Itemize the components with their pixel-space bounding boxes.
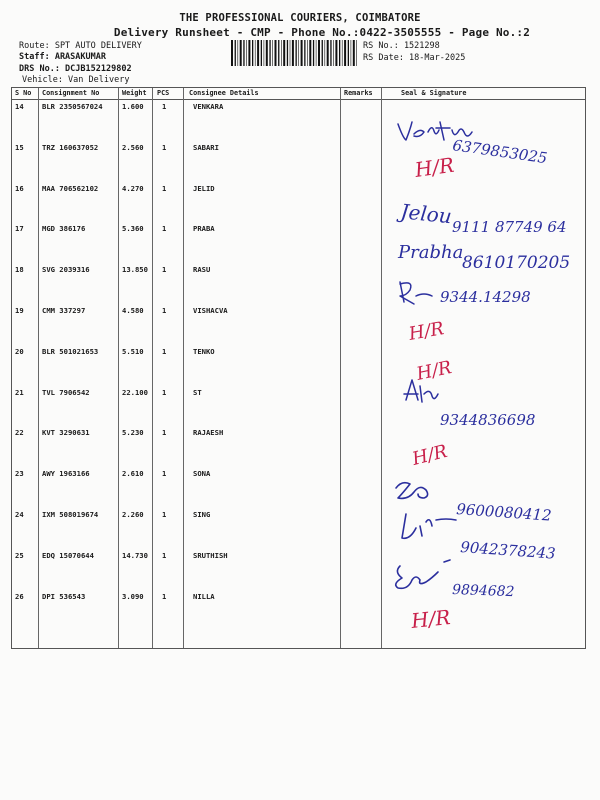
row-consignment-no: DPI 536543: [42, 591, 86, 601]
header-seal: Seal & Signature: [401, 89, 467, 97]
handwriting-jelid-number: 9111 87749 64: [452, 218, 567, 236]
row-weight: 14.730: [122, 550, 148, 560]
row-sno: 24: [15, 510, 24, 519]
handwriting-sruthish-number: 9894682: [451, 582, 515, 601]
table-row: [12, 510, 585, 551]
table-row: [12, 592, 585, 633]
row-sno: 16: [15, 183, 24, 193]
row-sno: 23: [15, 469, 24, 479]
row-weight: 4.270: [122, 183, 144, 193]
row-consignment-no: IXM 508019674: [42, 510, 99, 519]
table-row: [12, 469, 585, 510]
row-weight: 2.610: [122, 469, 144, 479]
row-consignee: JELID: [193, 183, 215, 193]
handwriting-jelid-sign: Jelou: [399, 199, 453, 229]
handwriting-praba-sign: Prabha: [398, 242, 464, 263]
row-pcs: 1: [162, 591, 167, 601]
row-consignment-no: CMM 337297: [42, 306, 86, 315]
row-consignee: SING: [193, 510, 211, 519]
header-sno: S No: [15, 89, 32, 97]
table-row: [12, 102, 585, 143]
row-consignee: SRUTHISH: [193, 550, 228, 560]
row-consignee: RAJAESH: [193, 428, 224, 438]
runsheet-header-subtitle: Delivery Runsheet - CMP - Phone No.:0422-3505555 - Page No.:2: [113, 26, 531, 39]
row-pcs: 1: [162, 306, 167, 315]
drs-number: DRS No.: DCJB152129802: [19, 64, 132, 74]
row-sno: 21: [15, 387, 24, 397]
handwriting-venkara-number: 6379853025: [451, 136, 549, 168]
row-consignee: VISHACVA: [193, 306, 228, 315]
row-weight: 4.580: [122, 306, 144, 315]
row-consignee: SABARI: [193, 142, 219, 152]
row-weight: 13.850: [122, 265, 148, 275]
header-pcs: PCS: [157, 89, 170, 97]
handwriting-hr-1: H/R: [413, 152, 456, 182]
row-weight: 2.260: [122, 510, 144, 519]
header-remarks: Remarks: [344, 89, 373, 97]
row-pcs: 1: [162, 510, 167, 519]
row-sno: 26: [15, 591, 24, 601]
row-sno: 17: [15, 224, 24, 234]
row-weight: 3.090: [122, 591, 144, 601]
row-sno: 15: [15, 142, 24, 152]
table-row: [12, 306, 585, 347]
row-sno: 18: [15, 265, 24, 275]
row-sno: 20: [15, 346, 24, 356]
row-pcs: 1: [162, 224, 167, 234]
table-row: [12, 184, 585, 225]
table-row: [12, 551, 585, 592]
row-sno: 22: [15, 428, 24, 438]
row-sno: 25: [15, 550, 24, 560]
row-pcs: 1: [162, 142, 167, 152]
row-consignment-no: KVT 3290631: [42, 428, 90, 438]
row-consignment-no: AWY 1963166: [42, 469, 90, 479]
handwriting-hr-5: H/R: [410, 605, 452, 633]
table-row: [12, 224, 585, 265]
row-consignment-no: BLR 2350567024: [42, 102, 103, 111]
row-consignee: TENKO: [193, 346, 215, 356]
row-pcs: 1: [162, 387, 167, 397]
row-weight: 5.510: [122, 346, 144, 356]
row-consignee: RASU: [193, 265, 211, 275]
row-pcs: 1: [162, 265, 167, 275]
barcode: [231, 40, 357, 66]
handwriting-praba-number: 8610170205: [462, 253, 571, 273]
rs-date: RS Date: 18-Mar-2025: [363, 53, 466, 63]
row-sno: 14: [15, 102, 24, 111]
row-weight: 5.230: [122, 428, 144, 438]
row-consignment-no: BLR 501021653: [42, 346, 99, 356]
row-sno: 19: [15, 306, 24, 315]
handwriting-sing-number: 9042378243: [459, 538, 557, 563]
row-consignment-no: TRZ 160637052: [42, 142, 99, 152]
handwriting-hr-2: H/R: [407, 318, 446, 345]
table-header-row: [12, 88, 585, 100]
table-row: [12, 388, 585, 429]
row-pcs: 1: [162, 346, 167, 356]
table-row: [12, 265, 585, 306]
row-pcs: 1: [162, 469, 167, 479]
table-row: [12, 347, 585, 388]
row-weight: 2.560: [122, 142, 144, 152]
row-consignee: ST: [193, 387, 202, 397]
handwriting-sona-number: 9600080412: [455, 500, 553, 525]
row-consignee: VENKARA: [193, 102, 224, 111]
row-weight: 22.100: [122, 387, 148, 397]
rs-number: RS No.: 1521298: [363, 41, 440, 51]
handwriting-hr-4: H/R: [410, 440, 450, 470]
header-weight: Weight: [122, 89, 147, 97]
header-consignment: Consignment No: [42, 89, 100, 97]
handwriting-hr-3: H/R: [414, 357, 454, 385]
runsheet-header-title: THE PROFESSIONAL COURIERS, COIMBATORE: [179, 12, 421, 24]
row-consignee: SONA: [193, 469, 211, 479]
row-weight: 5.360: [122, 224, 144, 234]
row-consignment-no: MAA 706562102: [42, 183, 99, 193]
row-consignment-no: EDQ 15070644: [42, 550, 94, 560]
row-weight: 1.600: [122, 102, 144, 111]
row-pcs: 1: [162, 183, 167, 193]
handwriting-st-number: 9344836698: [440, 411, 536, 429]
runsheet-table: [11, 87, 586, 649]
handwriting-rasu-number: 9344.14298: [440, 288, 531, 306]
table-row: [12, 428, 585, 469]
table-row: [12, 143, 585, 184]
header-consignee: Consignee Details: [189, 89, 259, 97]
route-label: Route: SPT AUTO DELIVERY: [19, 41, 142, 51]
staff-label: Staff: ARASAKUMAR: [19, 52, 106, 62]
row-consignee: PRABA: [193, 224, 215, 234]
row-consignment-no: SVG 2039316: [42, 265, 90, 275]
row-pcs: 1: [162, 102, 167, 111]
row-consignee: NILLA: [193, 591, 215, 601]
row-pcs: 1: [162, 550, 167, 560]
row-pcs: 1: [162, 428, 167, 438]
vehicle-label: Vehicle: Van Delivery: [22, 75, 130, 85]
row-consignment-no: MGD 386176: [42, 224, 86, 234]
row-consignment-no: TVL 7906542: [42, 387, 90, 397]
